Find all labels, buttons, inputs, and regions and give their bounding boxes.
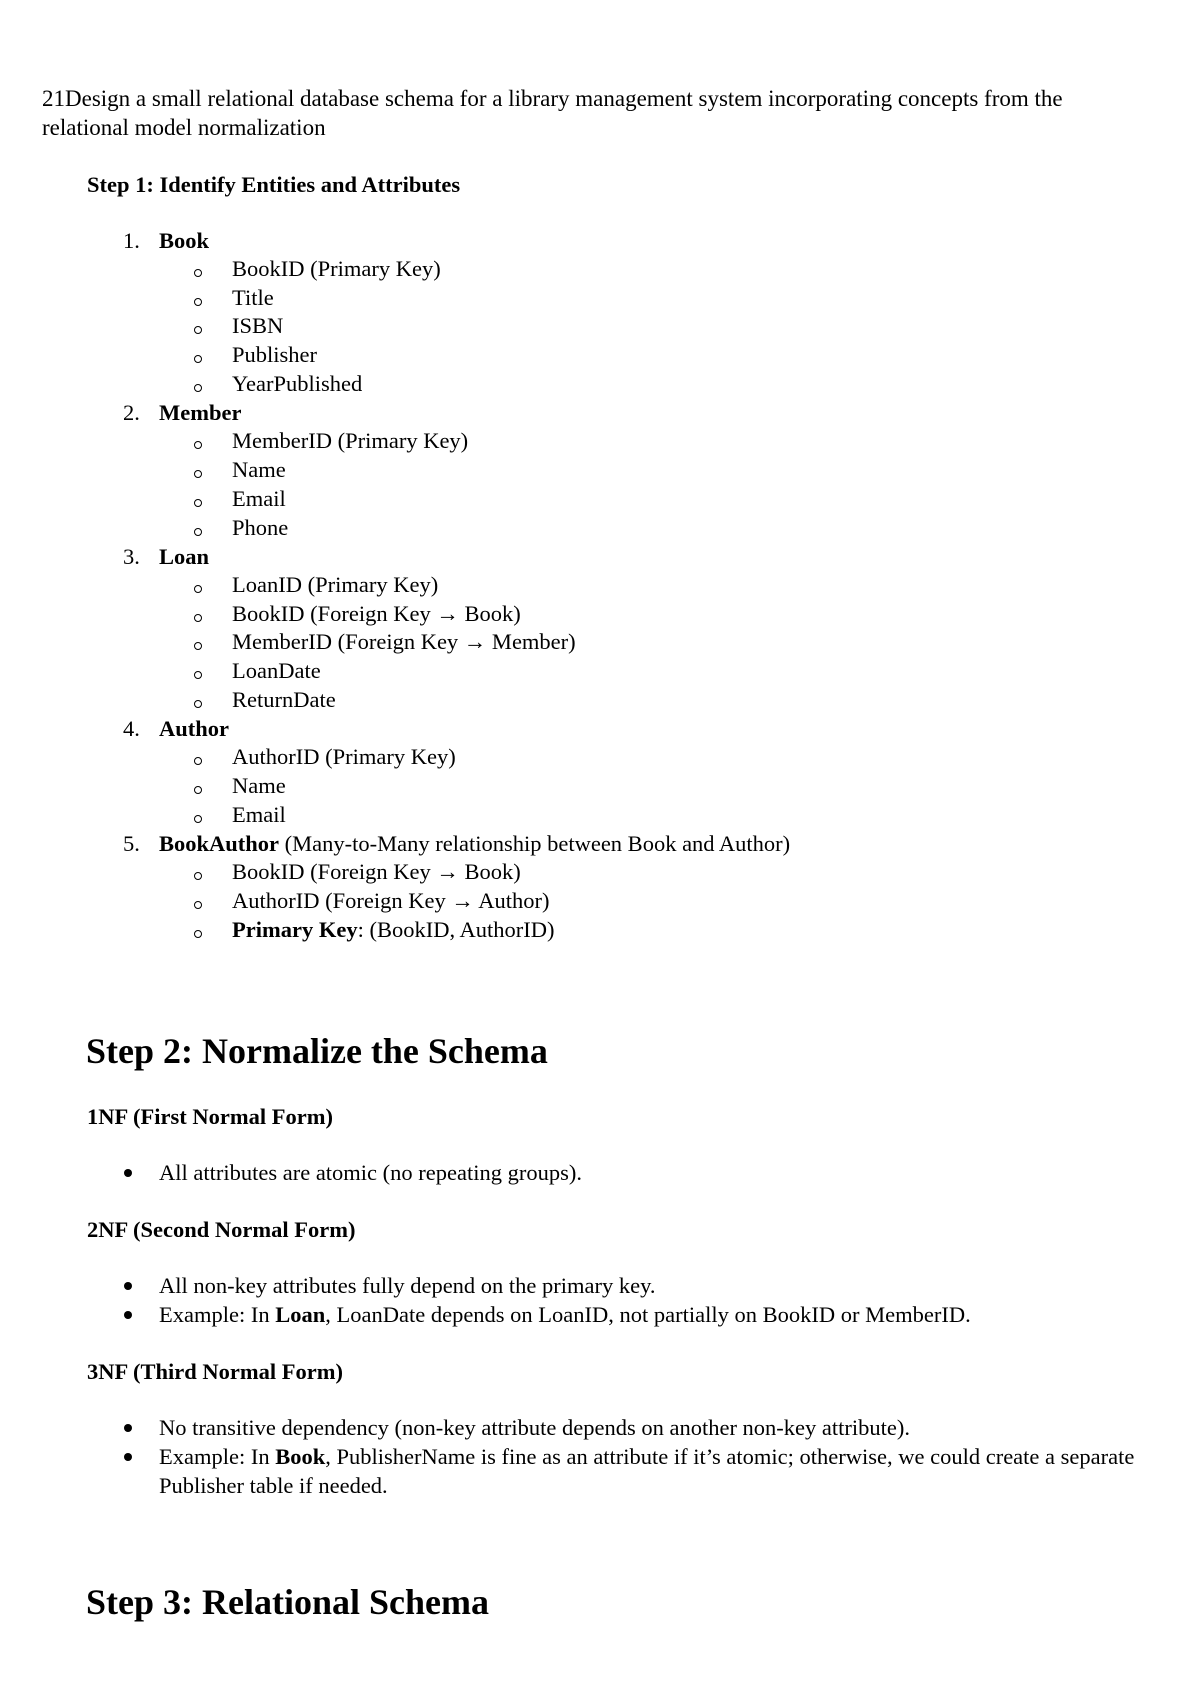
nf1-bullet: All attributes are atomic (no repeating groups). — [159, 1160, 582, 1185]
pk-value: : (BookID, AuthorID) — [357, 917, 555, 942]
text-run: Example: In — [159, 1302, 276, 1327]
entity-name: BookAuthor — [159, 831, 280, 856]
entity-name: Author — [159, 716, 230, 741]
entity-number: 1. — [123, 228, 140, 253]
entity-number: 3. — [123, 544, 140, 569]
bullet — [124, 1311, 132, 1319]
circle-bullet — [194, 470, 202, 478]
bullet — [124, 1453, 132, 1461]
attribute-item: MemberID (Foreign Key → Member) — [232, 629, 576, 654]
circle-bullet — [194, 585, 202, 593]
circle-bullet — [194, 326, 202, 334]
attribute-item: Email — [232, 802, 286, 827]
circle-bullet — [194, 499, 202, 507]
attribute-item: LoanID (Primary Key) — [232, 572, 439, 597]
text-run: , PublisherName is fine as an attribute if it’s atomic; otherwise, we could create a separate Publisher table if needed. — [159, 1444, 1135, 1498]
attribute-item: Title — [232, 285, 274, 310]
entity-name: Book — [159, 228, 210, 253]
nf3-heading: 3NF (Third Normal Form) — [87, 1359, 343, 1384]
circle-bullet — [194, 757, 202, 765]
circle-bullet — [194, 700, 202, 708]
nf2-bullet-2 — [159, 1300, 1144, 1329]
step3-heading: Step 3: Relational Schema — [86, 1582, 489, 1622]
bullet — [124, 1282, 132, 1290]
circle-bullet — [194, 298, 202, 306]
text-run: Example: In — [159, 1444, 276, 1469]
step1-heading: Step 1: Identify Entities and Attributes — [87, 172, 461, 197]
attribute-item: AuthorID (Foreign Key → Author) — [232, 888, 550, 913]
entity-name: Member — [159, 400, 242, 425]
circle-bullet — [194, 786, 202, 794]
circle-bullet — [194, 355, 202, 363]
text-run-bold: Book — [275, 1444, 326, 1469]
entity-number: 4. — [123, 716, 140, 741]
circle-bullet — [194, 901, 202, 909]
attribute-item: BookID (Foreign Key → Book) — [232, 601, 521, 626]
entity-book — [159, 227, 209, 255]
attribute-item: BookID (Foreign Key → Book) — [232, 859, 521, 884]
bullet — [124, 1169, 132, 1177]
nf2-heading: 2NF (Second Normal Form) — [87, 1217, 356, 1242]
entity-number: 5. — [123, 831, 140, 856]
attribute-item: LoanDate — [232, 658, 321, 683]
attribute-item: AuthorID (Primary Key) — [232, 744, 456, 769]
entity-member — [159, 399, 241, 427]
circle-bullet — [194, 815, 202, 823]
attribute-item: ReturnDate — [232, 687, 336, 712]
entity-bookauthor — [159, 830, 790, 858]
attribute-item: Name — [232, 457, 286, 482]
nf3-bullet-1: No transitive dependency (non-key attribute depends on another non-key attribute). — [159, 1415, 911, 1440]
attribute-item: Phone — [232, 515, 289, 540]
entity-loan — [159, 543, 209, 571]
text-run: , LoanDate depends on LoanID, not partially on BookID or MemberID. — [325, 1302, 971, 1327]
circle-bullet — [194, 642, 202, 650]
circle-bullet — [194, 441, 202, 449]
circle-bullet — [194, 528, 202, 536]
attribute-item: Name — [232, 773, 286, 798]
circle-bullet — [194, 269, 202, 277]
nf1-heading: 1NF (First Normal Form) — [87, 1104, 333, 1129]
circle-bullet — [194, 614, 202, 622]
entity-name: Loan — [159, 544, 210, 569]
entity-author — [159, 715, 229, 743]
attribute-item: BookID (Primary Key) — [232, 256, 441, 281]
circle-bullet — [194, 671, 202, 679]
nf2-bullet-1: All non-key attributes fully depend on the primary key. — [159, 1273, 656, 1298]
nf3-bullet-2 — [159, 1442, 1144, 1500]
attribute-item: Email — [232, 486, 286, 511]
circle-bullet — [194, 930, 202, 938]
attribute-item: ISBN — [232, 313, 284, 338]
entity-description: (Many-to-Many relationship between Book and Author) — [279, 831, 791, 856]
text-run-bold: Loan — [275, 1302, 326, 1327]
circle-bullet — [194, 872, 202, 880]
attribute-item: Publisher — [232, 342, 318, 367]
attribute-item: MemberID (Primary Key) — [232, 428, 469, 453]
attribute-item-primary-key — [232, 916, 554, 944]
attribute-item: YearPublished — [232, 371, 363, 396]
step2-heading: Step 2: Normalize the Schema — [86, 1031, 548, 1071]
intro-paragraph: 21Design a small relational database schema for a library management system incorporating concepts from the relational model normalization — [42, 86, 1063, 140]
entity-number: 2. — [123, 400, 140, 425]
pk-label: Primary Key — [232, 917, 358, 942]
bullet — [124, 1424, 132, 1432]
circle-bullet — [194, 384, 202, 392]
